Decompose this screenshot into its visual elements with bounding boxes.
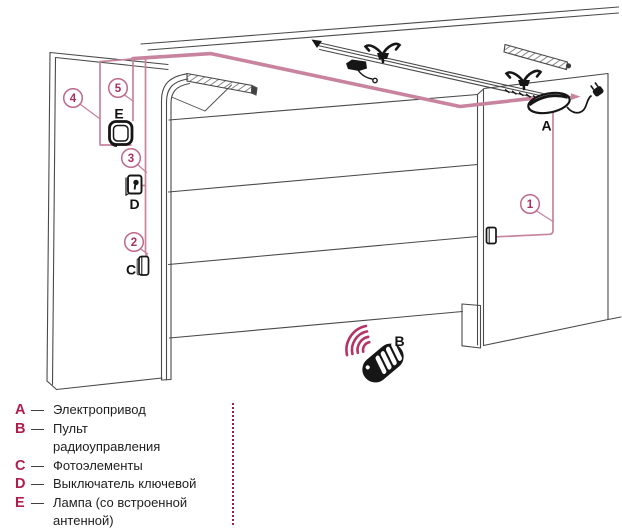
callout-2-leader <box>141 249 148 254</box>
right-horizontal-track <box>504 45 568 70</box>
legend-row-e <box>15 494 225 531</box>
legend-text-line: Лампа (со встроенной <box>53 494 188 510</box>
label-d: D <box>129 196 140 212</box>
right-track-end-cap <box>566 63 571 68</box>
radio-waves-icon <box>346 326 369 355</box>
legend-text-line: радиоуправления <box>53 439 161 454</box>
label-b: B <box>394 333 405 349</box>
rail-end-arrow <box>312 40 323 49</box>
callout-1-leader <box>537 211 554 222</box>
ceiling-line <box>148 13 619 50</box>
callout-1-number: 1 <box>526 199 534 212</box>
label-a: A <box>541 117 552 134</box>
door-panel <box>169 95 478 339</box>
cord-ring <box>373 78 377 82</box>
legend-divider <box>232 403 234 525</box>
trolley-icon <box>346 60 377 83</box>
callout-4 <box>64 89 83 108</box>
right-wall <box>462 74 621 349</box>
legend-row-c <box>15 457 225 476</box>
legend-dash: — <box>31 420 44 436</box>
callout-5 <box>109 79 128 98</box>
callout-5-number: 5 <box>114 83 122 96</box>
callout-4-number: 4 <box>69 93 77 106</box>
legend-letter: A <box>15 402 26 418</box>
release-cord <box>358 70 373 79</box>
legend-dash: — <box>31 476 44 491</box>
ceiling-line <box>141 7 619 44</box>
callout-4-leader <box>81 105 100 119</box>
callout-5-leader <box>125 95 134 101</box>
photocell-icon <box>137 257 148 276</box>
legend-dash: — <box>31 457 44 473</box>
wire-arrowhead <box>571 93 581 100</box>
legend-row-d <box>15 475 225 494</box>
callout-1 <box>521 195 540 214</box>
wiring <box>81 54 581 257</box>
track-struts <box>172 85 232 111</box>
legend-letter: C <box>15 457 26 474</box>
legend-text-line: Выключатель ключевой <box>53 476 197 491</box>
legend-letter: E <box>15 494 25 511</box>
legend-text-line: антенной) <box>53 513 114 528</box>
component-letters <box>114 106 551 350</box>
legend-text-line: Пульт <box>53 420 88 436</box>
lamp-icon <box>110 122 133 147</box>
legend-text-line: Фотоэлементы <box>53 457 143 473</box>
legend-letter: B <box>15 420 26 437</box>
legend-dash: — <box>31 494 44 510</box>
left-track-end-cap <box>252 86 258 96</box>
label-c: C <box>125 261 137 278</box>
label-e: E <box>114 105 124 122</box>
callout-2-number: 2 <box>130 237 138 250</box>
legend-dash: — <box>31 402 44 417</box>
legend <box>15 401 225 531</box>
power-plug-icon <box>589 81 605 97</box>
legend-row-b <box>15 420 225 457</box>
key-switch-icon <box>126 176 142 196</box>
power-cord <box>567 96 592 113</box>
callout-3 <box>122 149 141 168</box>
component-icons <box>110 122 497 388</box>
callout-3-number: 3 <box>127 153 135 166</box>
legend-letter: D <box>15 476 26 492</box>
legend-text-line: Электропривод <box>53 402 146 417</box>
left-horizontal-track <box>187 74 252 94</box>
wall-button-icon <box>487 228 497 244</box>
callout-2 <box>125 233 144 252</box>
keyswitch-photocell-wire <box>146 58 148 256</box>
legend-row-a <box>15 401 225 420</box>
